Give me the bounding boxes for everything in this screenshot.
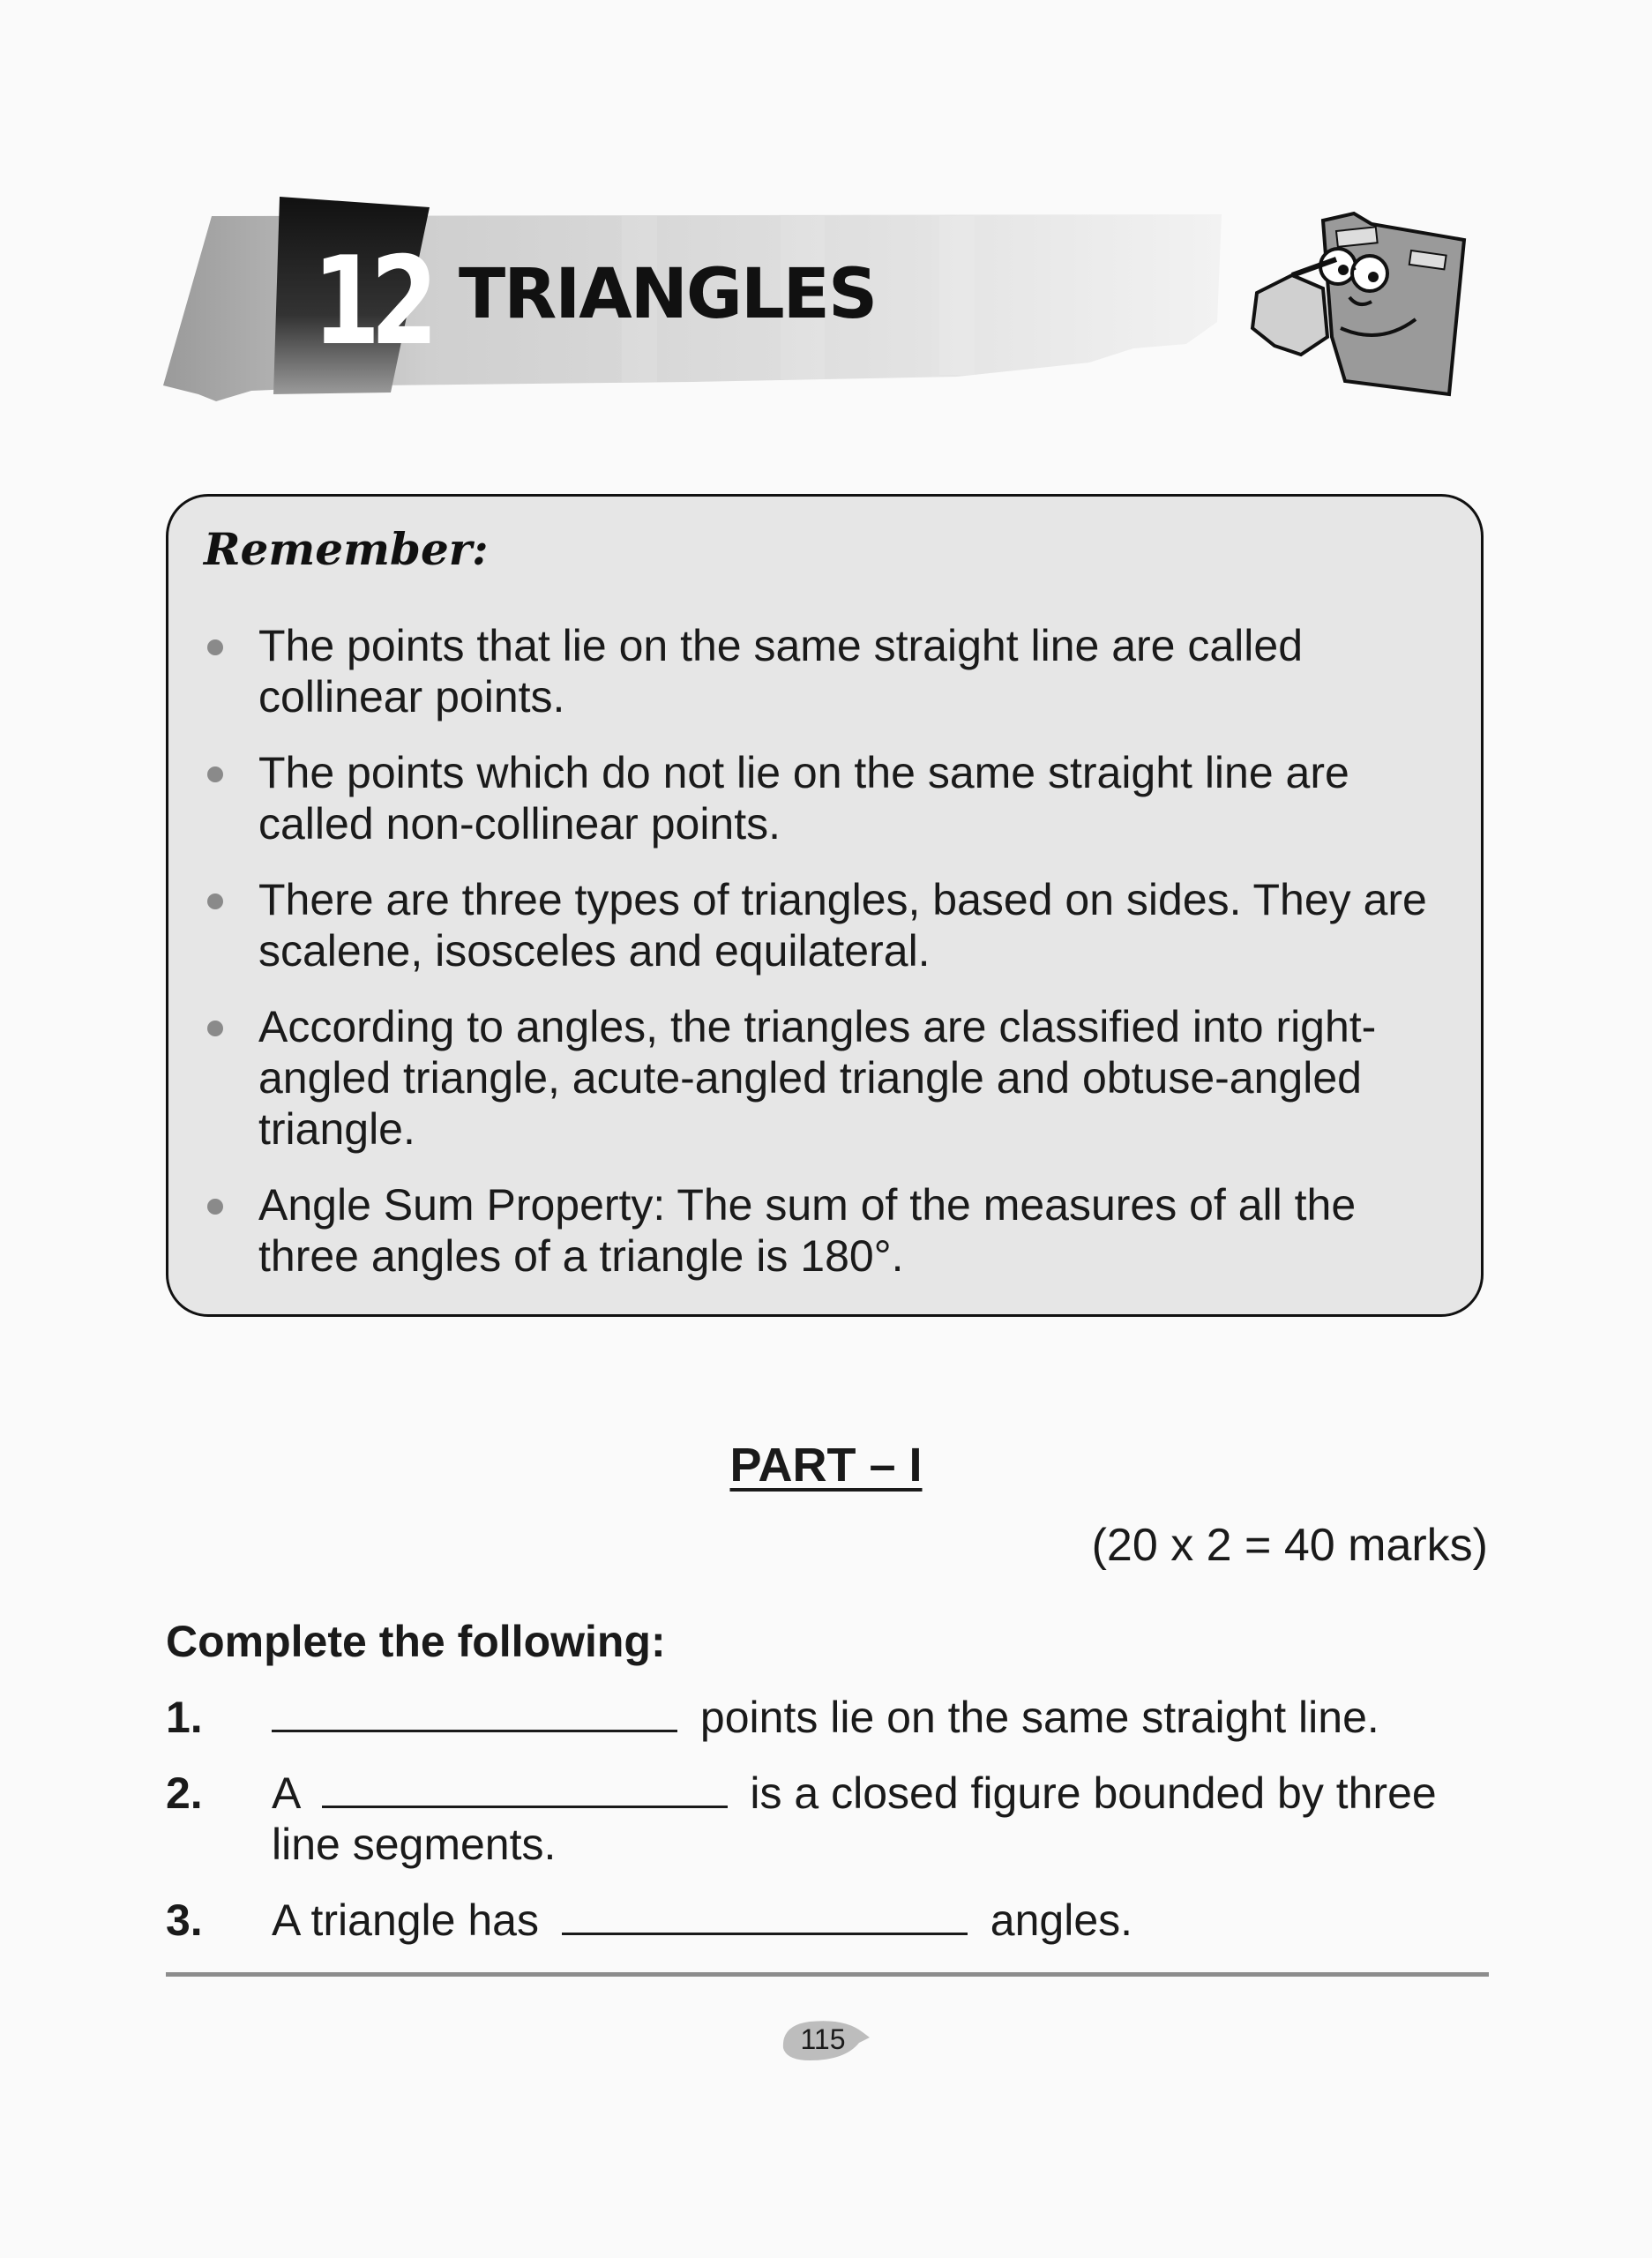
answer-blank[interactable]	[272, 1693, 677, 1732]
question-text-after: is a closed figure bounded by three line segments.	[272, 1768, 1437, 1869]
remember-item	[258, 620, 1428, 722]
bullet-icon	[207, 1021, 223, 1036]
remember-list	[168, 620, 1481, 1306]
remember-box	[166, 494, 1484, 1317]
remember-item-text: According to angles, the triangles are classified into right-angled triangle, acute-angled triangle and obtuse-angled triangle.	[258, 1002, 1377, 1154]
bullet-icon	[207, 766, 223, 782]
question-number: 2.	[166, 1768, 203, 1818]
footer-divider	[166, 1972, 1489, 1977]
question-item	[166, 1895, 1489, 1946]
remember-item-text: There are three types of triangles, based on sides. They are scalene, isosceles and equilateral.	[258, 875, 1427, 976]
question-item	[166, 1692, 1489, 1743]
question-number: 1.	[166, 1693, 203, 1742]
question-text-before: A	[272, 1768, 299, 1818]
remember-item-text: The points which do not lie on the same straight line are called non-collinear points.	[258, 748, 1349, 849]
question-text-after: points lie on the same straight line.	[699, 1693, 1379, 1742]
chapter-banner	[163, 190, 1248, 406]
bullet-icon	[207, 639, 223, 655]
bullet-icon	[207, 1199, 223, 1215]
bullet-icon	[207, 893, 223, 909]
remember-item	[258, 1001, 1428, 1155]
remember-item	[258, 747, 1428, 849]
marks-allocation: (20 x 2 = 40 marks)	[1091, 1520, 1488, 1571]
remember-item-text: Angle Sum Property: The sum of the measures of all the three angles of a triangle is 180°.	[258, 1180, 1357, 1281]
page-number-badge	[774, 2013, 871, 2066]
question-number: 3.	[166, 1895, 203, 1945]
book-mascot-icon	[1239, 205, 1482, 403]
question-list	[166, 1692, 1489, 1970]
chapter-title: TRIANGLES	[459, 255, 877, 334]
remember-heading: Remember:	[204, 523, 489, 575]
question-text-after: angles.	[990, 1895, 1133, 1945]
question-text-before: A triangle has	[272, 1895, 539, 1945]
question-item	[166, 1768, 1489, 1870]
part-heading: PART – I	[729, 1439, 923, 1492]
answer-blank[interactable]	[322, 1768, 728, 1808]
page-number: 115	[800, 2023, 846, 2055]
chapter-number: 12	[312, 230, 429, 372]
remember-item	[258, 874, 1428, 976]
answer-blank[interactable]	[562, 1895, 968, 1935]
remember-item-text: The points that lie on the same straight line are called collinear points.	[258, 621, 1304, 722]
instruction-heading: Complete the following:	[166, 1617, 666, 1666]
remember-item	[258, 1179, 1428, 1282]
